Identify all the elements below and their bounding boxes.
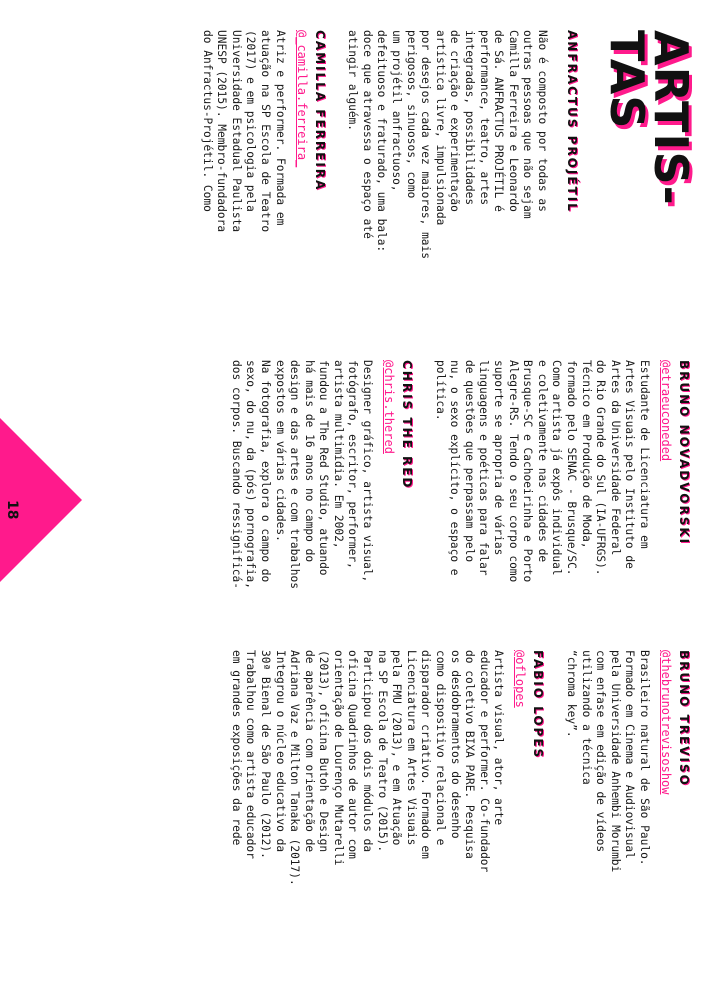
artist-bio: Não é composto por todas as outras pessoas que não sejam Camilla Ferreira e Leonardo de Sá. ANFRACTUS PROJÉTIL é performance, teatro, artes integradas, possibilidades de criação e experimentação artística livre, impulsionada por desejos cada vez maiores, mais perigosos, sinuosos, como um projétil anfractuoso, defeituoso e fraturado, uma bala: doce que atravessa o espaço até atingir alguém. (346, 30, 549, 260)
artist-handle-link[interactable]: @_camilla.ferreira_ (294, 30, 309, 168)
artist-name: CHRIS THE RED (400, 360, 415, 490)
page-title (600, 30, 698, 330)
artist-handle-link[interactable]: @thebrunotrevisoshow (659, 650, 673, 795)
artist-bio: Designer gráfico, artista visual, fotógrafo, escritor, performer, artista multimídia. Em 2002, fundou a The Red Studio, atuando há mais de 16 anos no campo do design e das artes e com trabalhos expostos em várias cidades. Na fotografia, explora o campo do sexo, do nu, da (pós) pornografia, dos corpos. Buscando ressignificá- (229, 360, 375, 590)
artist-bio: Artista visual, ator, arte educador e performer. Co-fundador do coletivo BIXA PARE. Pesquisa os desdobramentos do desenho como dispositivo relacional e disparador criativo. Formado em Licenciatura em Artes Visuais pela FMU (2013), e em Atuação na SP Escola de Teatro (2015). Participou dos dois módulos da oficina Quadrinhos de autor com orientação de Lourenço Mutarelli (2013), oficina Butoh e Design de aparência com orientação de Adriana Vaz e Milton Tanaka (2017). Integrou o núcleo educativo da 30ª Bienal de São Paulo (2012). Trabalhou como artista educador em grandes exposições da rede (229, 650, 506, 886)
artist-name: CAMILLA FERREIRA (312, 30, 327, 192)
artist-bruno-novadvorski (432, 360, 691, 630)
page-number: 18 (4, 500, 20, 520)
title-line-2: TAS (600, 30, 654, 130)
artist-handle-link[interactable]: @chris.thered (382, 360, 397, 454)
column-1 (0, 30, 713, 330)
artist-bio: Estudante de Licenciatura em Artes Visuais pelo Instituto de Artes da Universidade Federal do Rio Grande do Sul (IA-UFRGS). Técnico em Produção de Moda, formado pelo SENAC - Brusque/SC. Como artista já expôs individual e coletivamente nas cidades de Brusque-SC e Cachoeirinha e Porto Alegre-RS. Tendo o seu corpo como suporte se apropria de várias linguagens e poéticas para falar de questões que perpassam pelo nu, o sexo explícito, o espaço e política. (433, 360, 651, 583)
artist-chris-the-red (228, 360, 414, 630)
artist-fabio-lopes (228, 650, 545, 950)
artist-handle-link[interactable]: @oflopes (513, 650, 528, 708)
artist-camilla (199, 30, 327, 330)
column-3 (0, 650, 713, 950)
artist-name: ANFRACTUS PROJÉTIL (565, 30, 579, 213)
artist-name: BRUNO TREVISO (677, 650, 691, 787)
artist-bio: Brasileiro natural de São Paulo. Formado em Cinema e Audiovisual pela Universidade Anhembi Morumbi com enfase em edição de vídeos utilizando a técnica “chroma key”. (565, 650, 651, 873)
title-line-1: ARTIS- (644, 30, 698, 206)
artist-name: FABIO LOPES (531, 650, 546, 760)
artist-bio: Atriz e performer. Formada em atuação na SP Escola de Teatro (2017) e em psicologia pela Universidade Estadual Paulista UNESP (2015). Membro-fundadora do Anfractus-Projétil. Como (200, 30, 287, 233)
artist-bruno-treviso (563, 650, 691, 950)
column-2 (0, 360, 713, 630)
artist-handle-link[interactable]: @etraeuconeded (659, 360, 673, 462)
artist-name: BRUNO NOVADVORSKI (677, 360, 691, 546)
artist-anfractus (345, 30, 579, 330)
